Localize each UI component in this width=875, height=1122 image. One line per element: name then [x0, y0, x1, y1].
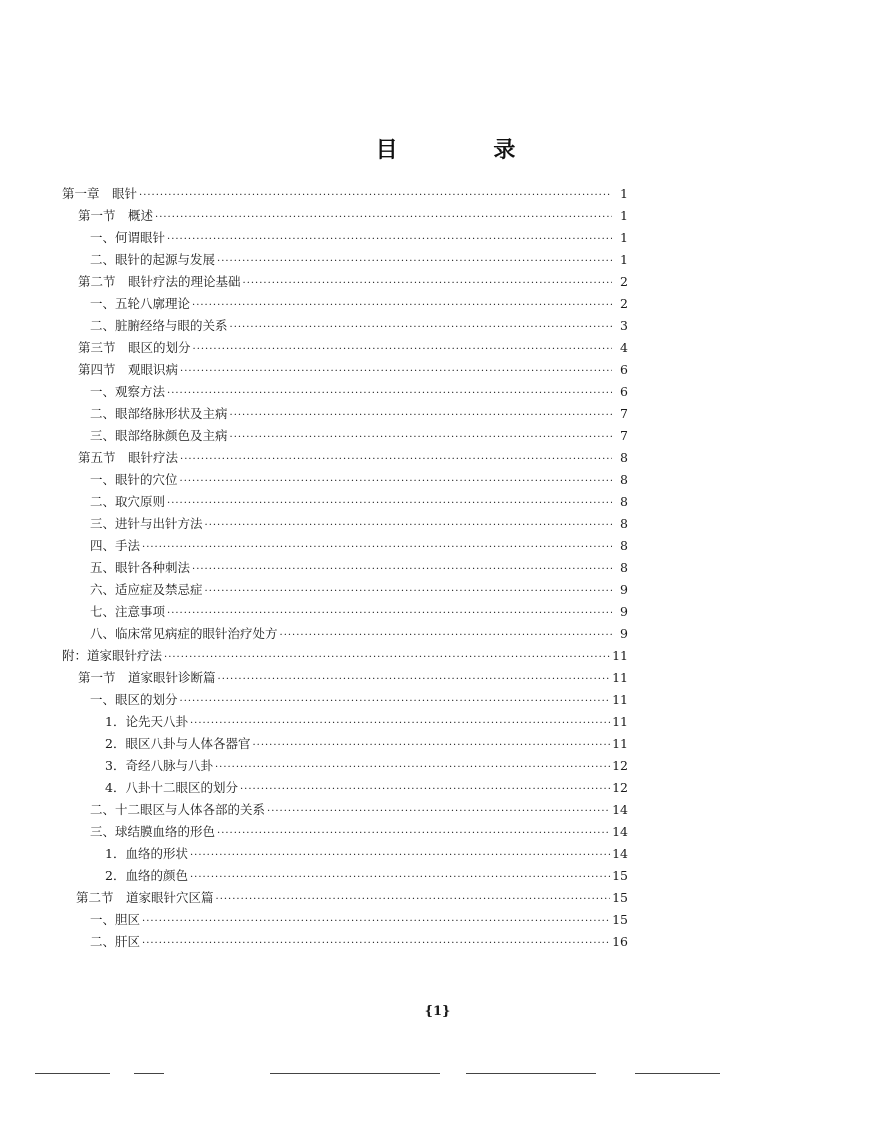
toc-entry-page: 4: [620, 340, 628, 355]
toc-entry: [78, 205, 628, 227]
toc-entry: [90, 425, 628, 447]
toc-leader: [216, 889, 611, 911]
toc-entry-label: 六、适应症及禁忌症: [90, 582, 203, 597]
toc-entry-label: 二、取穴原则: [90, 494, 166, 509]
toc-entry-label: 一、眼针的穴位: [90, 472, 178, 487]
toc-entry-page: 6: [620, 384, 628, 399]
toc-entry: [90, 689, 628, 711]
toc-entry-label: 二、肝区: [90, 934, 141, 949]
toc-entry: [90, 623, 628, 645]
toc-entry: [105, 755, 628, 777]
toc-entry-label: 1．血络的形状: [105, 846, 188, 861]
toc-entry-page: 2: [620, 296, 628, 311]
toc-leader: [190, 713, 610, 735]
toc-entry-label: 附：道家眼针疗法: [62, 648, 163, 663]
toc-leader: [164, 647, 610, 669]
toc-leader: [267, 801, 610, 823]
toc-leader: [252, 735, 610, 757]
toc-entry-page: 3: [620, 318, 628, 333]
toc-leader: [230, 317, 612, 339]
toc-entry-page: 9: [620, 604, 628, 619]
toc-entry-label: 第三节 眼区的划分: [78, 340, 191, 355]
toc-leader: [217, 251, 612, 273]
toc-entry-label: 四、手法: [90, 538, 141, 553]
toc-leader: [217, 823, 610, 845]
toc-entry-page: 7: [620, 428, 628, 443]
toc-entry: [90, 799, 628, 821]
toc-leader: [167, 603, 612, 625]
toc-leader: [280, 625, 612, 647]
toc-entry-page: 1: [620, 230, 628, 245]
toc-entry-page: 11: [612, 714, 628, 729]
toc-entry-page: 9: [620, 626, 628, 641]
toc-entry-label: 第一节 概述: [78, 208, 154, 223]
toc-entry: [78, 359, 628, 381]
toc-entry-page: 2: [620, 274, 628, 289]
toc-entry-label: 一、观察方法: [90, 384, 166, 399]
toc-entry: [105, 865, 628, 887]
toc-entry: [90, 249, 628, 271]
toc-entry: [90, 909, 628, 931]
toc-entry: [105, 711, 628, 733]
toc-entry-page: 8: [620, 516, 628, 531]
toc-entry-page: 8: [620, 560, 628, 575]
toc-entry-page: 8: [620, 494, 628, 509]
toc-entry: [90, 469, 628, 491]
toc-entry: [78, 667, 628, 689]
toc-entry-page: 16: [612, 934, 628, 949]
toc-entry-page: 8: [620, 472, 628, 487]
scan-rule: [466, 1073, 596, 1074]
toc-entry: [78, 337, 628, 359]
toc-entry-label: 二、眼部络脉形状及主病: [90, 406, 228, 421]
toc-entry: [90, 579, 628, 601]
toc-entry-label: 一、眼区的划分: [90, 692, 178, 707]
toc-entry-page: 9: [620, 582, 628, 597]
toc-entry: [90, 557, 628, 579]
toc-entry-page: 14: [612, 802, 628, 817]
toc-leader: [230, 405, 612, 427]
toc-leader: [240, 779, 610, 801]
page-number: {1}: [424, 1004, 451, 1019]
toc-leader: [190, 867, 610, 889]
toc-entry-label: 七、注意事项: [90, 604, 166, 619]
toc-entry-label: 一、胆区: [90, 912, 141, 927]
toc-entry-page: 15: [612, 912, 628, 927]
toc-leader: [180, 691, 611, 713]
toc-entry-page: 12: [612, 780, 628, 795]
toc-leader: [205, 581, 612, 603]
toc-leader: [139, 185, 612, 207]
toc-entry-label: 2．血络的颜色: [105, 868, 188, 883]
toc-leader: [180, 361, 612, 383]
toc-leader: [142, 911, 610, 933]
toc-entry-page: 8: [620, 538, 628, 553]
toc-entry: [90, 513, 628, 535]
toc-entry-label: 1．论先天八卦: [105, 714, 188, 729]
toc-entry-page: 1: [620, 252, 628, 267]
page-title: 目 录: [375, 138, 560, 163]
toc-entry: [90, 491, 628, 513]
toc-entry: [62, 183, 628, 205]
toc-leader: [142, 537, 612, 559]
toc-entry-label: 第一章 眼针: [62, 186, 138, 201]
toc-leader: [180, 449, 612, 471]
toc-entry: [62, 645, 628, 667]
toc-entry-page: 15: [612, 890, 628, 905]
toc-leader: [167, 383, 612, 405]
toc-entry-page: 11: [612, 736, 628, 751]
scan-rule: [270, 1073, 440, 1074]
toc-entry: [90, 821, 628, 843]
toc-leader: [193, 339, 612, 361]
toc-entry-page: 11: [612, 692, 628, 707]
toc-entry-label: 第五节 眼针疗法: [78, 450, 179, 465]
toc-leader: [205, 515, 612, 537]
toc-leader: [142, 933, 610, 955]
toc-entry-label: 二、眼针的起源与发展: [90, 252, 216, 267]
toc-entry-label: 第二节 道家眼针穴区篇: [76, 890, 214, 905]
toc-entry-label: 五、眼针各种刺法: [90, 560, 191, 575]
toc-entry: [78, 271, 628, 293]
toc-entry: [90, 227, 628, 249]
toc-entry: [90, 403, 628, 425]
toc-entry-label: 2．眼区八卦与人体各器官: [105, 736, 251, 751]
scan-rule: [35, 1073, 110, 1074]
toc-leader: [167, 229, 612, 251]
toc-entry: [76, 887, 628, 909]
toc-entry-page: 11: [612, 670, 628, 685]
toc-entry-page: 1: [620, 186, 628, 201]
toc-entry: [105, 733, 628, 755]
toc-leader: [218, 669, 611, 691]
toc-leader: [192, 295, 612, 317]
toc-entry-label: 4．八卦十二眼区的划分: [105, 780, 238, 795]
toc-entry-label: 三、进针与出针方法: [90, 516, 203, 531]
toc-entry-label: 第二节 眼针疗法的理论基础: [78, 274, 241, 289]
toc-entry-page: 12: [612, 758, 628, 773]
toc-entry-page: 1: [620, 208, 628, 223]
toc-entry: [90, 535, 628, 557]
toc-entry-page: 15: [612, 868, 628, 883]
toc-entry-label: 八、临床常见病症的眼针治疗处方: [90, 626, 278, 641]
toc-entry-page: 14: [612, 846, 628, 861]
toc-leader: [230, 427, 612, 449]
toc-entry-page: 8: [620, 450, 628, 465]
toc-entry-page: 7: [620, 406, 628, 421]
toc-leader: [215, 757, 610, 779]
toc-entry-label: 二、十二眼区与人体各部的关系: [90, 802, 266, 817]
toc-entry: [105, 777, 628, 799]
toc-entry: [78, 447, 628, 469]
toc-entry-page: 11: [612, 648, 628, 663]
toc-entry: [90, 931, 628, 953]
toc-leader: [190, 845, 610, 867]
toc-entry-label: 一、何谓眼针: [90, 230, 166, 245]
scan-rule: [635, 1073, 720, 1074]
toc-leader: [243, 273, 612, 295]
toc-entry: [105, 843, 628, 865]
toc-leader: [192, 559, 612, 581]
toc-entry-label: 三、眼部络脉颜色及主病: [90, 428, 228, 443]
toc-leader: [155, 207, 612, 229]
toc-entry: [90, 601, 628, 623]
toc-entry-label: 二、脏腑经络与眼的关系: [90, 318, 228, 333]
toc-entry-label: 3．奇经八脉与八卦: [105, 758, 213, 773]
toc-entry-label: 一、五轮八廓理论: [90, 296, 191, 311]
toc-entry: [90, 293, 628, 315]
toc-entry-label: 第四节 观眼识病: [78, 362, 179, 377]
toc-leader: [180, 471, 612, 493]
toc-entry-page: 14: [612, 824, 628, 839]
toc-entry: [90, 315, 628, 337]
toc-entry-page: 6: [620, 362, 628, 377]
toc-entry: [90, 381, 628, 403]
scan-rule: [134, 1073, 164, 1074]
toc-entry-label: 三、球结膜血络的形色: [90, 824, 216, 839]
toc-leader: [167, 493, 612, 515]
toc-entry-label: 第一节 道家眼针诊断篇: [78, 670, 216, 685]
